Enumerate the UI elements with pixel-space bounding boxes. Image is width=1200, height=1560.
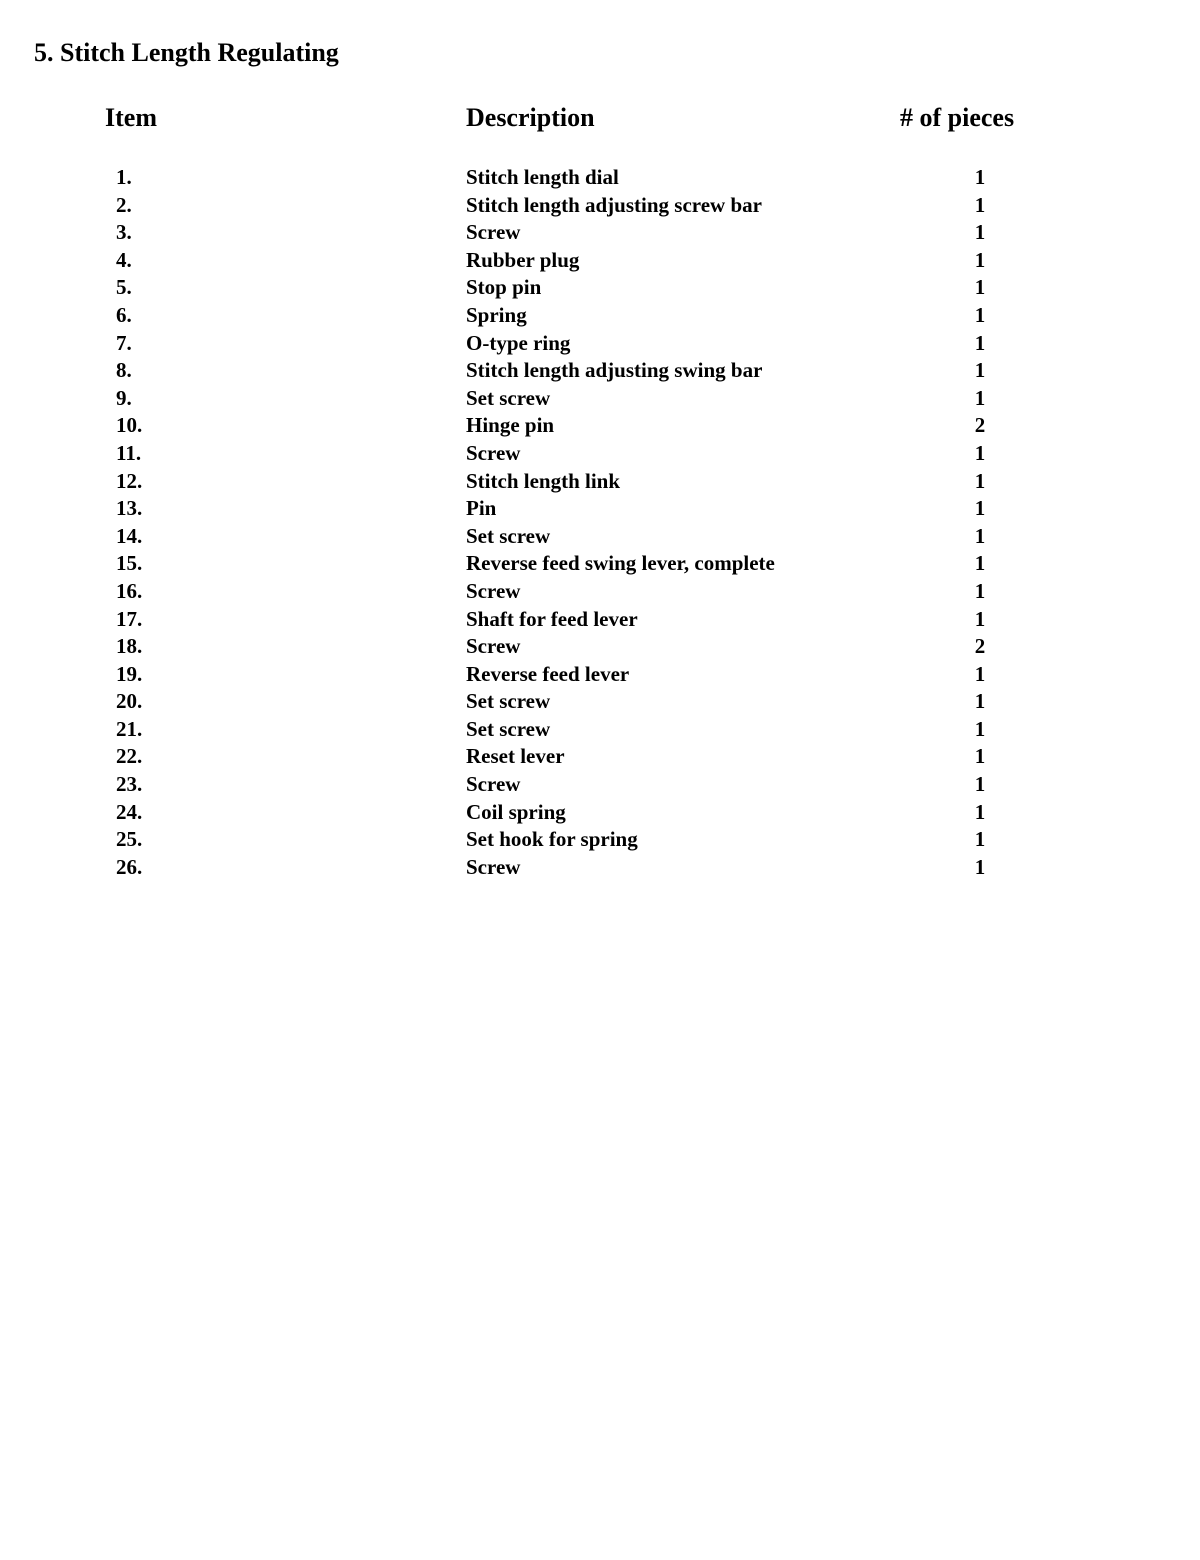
part-description: Set screw [466, 523, 551, 548]
table-row [0, 302, 1200, 330]
table-row [0, 854, 1200, 882]
table-row [0, 274, 1200, 302]
table-row [0, 826, 1200, 854]
piece-count: 1 [974, 468, 986, 493]
part-description: Reverse feed lever [466, 661, 630, 686]
item-number: 12. [116, 468, 143, 493]
piece-count: 1 [974, 854, 986, 879]
piece-count: 1 [974, 661, 986, 686]
table-row [0, 606, 1200, 634]
part-description: Reset lever [466, 744, 565, 769]
item-number: 8. [116, 358, 132, 383]
item-number: 23. [116, 772, 143, 797]
piece-count: 1 [974, 165, 986, 189]
table-row [0, 688, 1200, 716]
parts-list [0, 164, 1200, 881]
column-header-item: Item [105, 103, 157, 132]
table-row [0, 633, 1200, 661]
piece-count: 1 [974, 551, 986, 576]
part-description: Stitch length adjusting screw bar [466, 192, 762, 217]
piece-count: 1 [974, 523, 986, 548]
table-row [0, 330, 1200, 358]
piece-count: 2 [974, 413, 986, 438]
part-description: Set screw [466, 385, 551, 410]
item-number: 26. [116, 854, 143, 879]
table-row [0, 495, 1200, 523]
item-number: 15. [116, 551, 143, 576]
piece-count: 1 [974, 358, 986, 383]
part-description: Spring [466, 302, 527, 327]
item-number: 2. [116, 192, 132, 217]
item-number: 14. [116, 523, 143, 548]
table-row [0, 440, 1200, 468]
column-header-description: Description [466, 103, 595, 132]
item-number: 19. [116, 661, 143, 686]
part-description: Pin [466, 496, 497, 521]
part-description: Hinge pin [466, 413, 555, 438]
item-number: 24. [116, 799, 143, 824]
item-number: 5. [116, 275, 132, 300]
part-description: Stitch length link [466, 468, 621, 493]
part-description: Reverse feed swing lever, complete [466, 551, 775, 576]
table-row [0, 771, 1200, 799]
part-description: Screw [466, 220, 521, 245]
part-description: Screw [466, 634, 521, 659]
item-number: 17. [116, 606, 143, 631]
table-row [0, 357, 1200, 385]
table-row [0, 550, 1200, 578]
table-row [0, 192, 1200, 220]
table-row [0, 247, 1200, 275]
table-row [0, 578, 1200, 606]
piece-count: 1 [974, 275, 986, 300]
piece-count: 1 [974, 716, 986, 741]
part-description: Stop pin [466, 275, 542, 300]
column-header-pieces: # of pieces [900, 103, 1015, 132]
piece-count: 1 [974, 192, 986, 217]
piece-count: 1 [974, 385, 986, 410]
piece-count: 1 [974, 578, 986, 603]
piece-count: 1 [974, 302, 986, 327]
part-description: Set screw [466, 689, 551, 714]
part-description: Stitch length adjusting swing bar [466, 358, 763, 383]
part-description: Screw [466, 772, 521, 797]
piece-count: 1 [974, 772, 986, 797]
item-number: 10. [116, 413, 143, 438]
piece-count: 1 [974, 606, 986, 631]
table-row [0, 799, 1200, 827]
table-row [0, 743, 1200, 771]
piece-count: 1 [974, 827, 986, 852]
item-number: 22. [116, 744, 143, 769]
piece-count: 1 [974, 247, 986, 272]
piece-count: 1 [974, 799, 986, 824]
section-title: 5. Stitch Length Regulating [34, 38, 339, 67]
piece-count: 2 [974, 634, 986, 659]
part-description: Coil spring [466, 799, 566, 824]
piece-count: 1 [974, 744, 986, 769]
item-number: 3. [116, 220, 132, 245]
table-row [0, 219, 1200, 247]
part-description: Screw [466, 440, 521, 465]
item-number: 7. [116, 330, 132, 355]
item-number: 9. [116, 385, 132, 410]
part-description: Screw [466, 578, 521, 603]
table-row [0, 385, 1200, 413]
piece-count: 1 [974, 496, 986, 521]
part-description: Stitch length dial [466, 165, 619, 189]
item-number: 25. [116, 827, 143, 852]
item-number: 4. [116, 247, 132, 272]
table-row [0, 523, 1200, 551]
piece-count: 1 [974, 440, 986, 465]
part-description: Shaft for feed lever [466, 606, 638, 631]
item-number: 13. [116, 496, 143, 521]
table-row [0, 661, 1200, 689]
item-number: 21. [116, 716, 143, 741]
item-number: 18. [116, 634, 143, 659]
part-description: O-type ring [466, 330, 571, 355]
table-row [0, 716, 1200, 744]
part-description: Set screw [466, 716, 551, 741]
piece-count: 1 [974, 220, 986, 245]
part-description: Set hook for spring [466, 827, 638, 852]
item-number: 1. [116, 165, 132, 189]
item-number: 6. [116, 302, 132, 327]
item-number: 11. [116, 440, 142, 465]
table-row [0, 468, 1200, 496]
part-description: Screw [466, 854, 521, 879]
item-number: 20. [116, 689, 143, 714]
table-row [0, 412, 1200, 440]
item-number: 16. [116, 578, 143, 603]
table-row [0, 164, 1200, 192]
piece-count: 1 [974, 330, 986, 355]
part-description: Rubber plug [466, 247, 580, 272]
piece-count: 1 [974, 689, 986, 714]
